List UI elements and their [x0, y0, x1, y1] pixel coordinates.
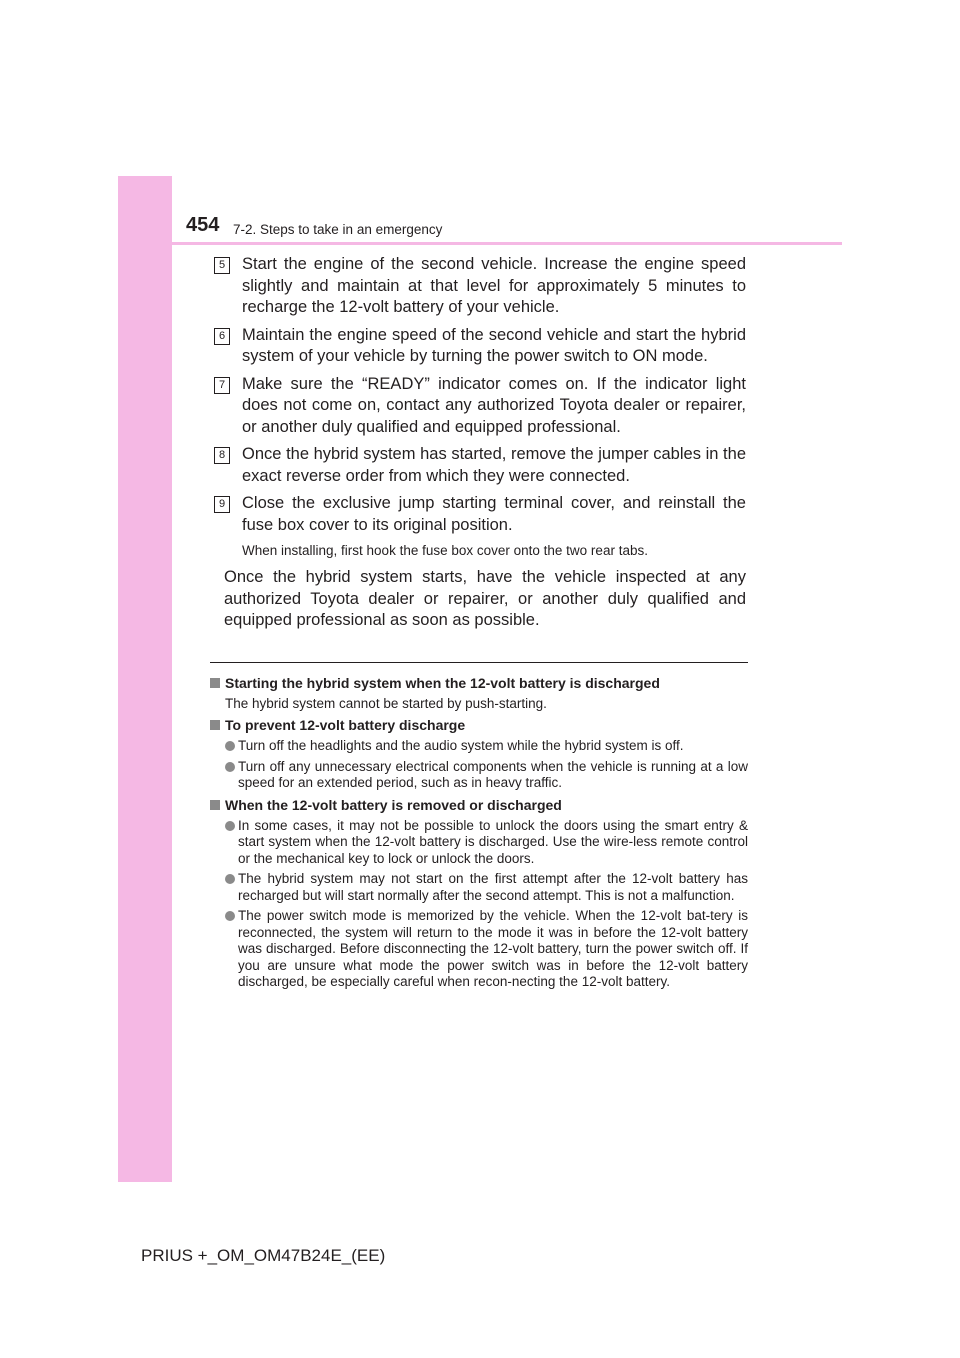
step-text: Close the exclusive jump starting terminal cover, and reinstall the fuse box cover to its original position. [242, 494, 746, 534]
section-divider [210, 662, 748, 663]
step-text: Start the engine of the second vehicle. Increase the engine speed slightly and maintain at that level for approximately 5 minutes to recharge the 12-volt battery of your vehicle. [242, 255, 746, 316]
step-number-badge: 5 [214, 257, 230, 274]
note-heading-text: Starting the hybrid system when the 12-volt battery is discharged [225, 675, 660, 691]
note-heading-text: When the 12-volt battery is removed or discharged [225, 796, 562, 813]
note-bullet [210, 759, 748, 792]
section-title: 7-2. Steps to take in an emergency [233, 222, 443, 237]
step-number-badge: 7 [214, 377, 230, 394]
step-text: Once the hybrid system has started, remove the jumper cables in the exact reverse order from which they were connected. [242, 445, 746, 485]
circle-bullet-icon [225, 911, 235, 921]
step-number-badge: 8 [214, 447, 230, 464]
footer-document-code: PRIUS +_OM_OM47B24E_(EE) [141, 1246, 386, 1265]
step-5 [214, 254, 746, 319]
step-7 [214, 374, 746, 439]
circle-bullet-icon [225, 821, 235, 831]
step-9-note: When installing, first hook the fuse box cover onto the two rear tabs. [242, 543, 648, 558]
note-bullet [210, 738, 748, 755]
closing-paragraph: Once the hybrid system starts, have the vehicle inspected at any authorized Toyota dealer or repairer, or another duly qualified and equipped professional as soon as possible. [224, 568, 746, 629]
step-8 [214, 444, 746, 487]
note-heading [210, 796, 748, 814]
circle-bullet-icon [225, 874, 235, 884]
bullet-text: Turn off the headlights and the audio system while the hybrid system is off. [238, 738, 684, 753]
bullet-text: Turn off any unnecessary electrical components when the vehicle is running at a low speed for an extended period, such as in heavy traffic. [238, 758, 748, 790]
step-number-badge: 9 [214, 496, 230, 513]
note-text: The hybrid system cannot be started by push-starting. [225, 696, 547, 711]
note-bullet [210, 871, 748, 904]
note-bullet [210, 818, 748, 868]
note-heading-text: To prevent 12-volt battery discharge [225, 717, 466, 733]
step-number-badge: 6 [214, 328, 230, 345]
circle-bullet-icon [225, 741, 235, 751]
page-number: 454 [186, 214, 220, 236]
bullet-text: The hybrid system may not start on the first attempt after the 12-volt battery has recharged but will start normally after the second attempt. This is not a malfunction. [238, 871, 748, 903]
notes-section [210, 670, 748, 991]
note-heading [210, 674, 748, 692]
note-heading [210, 716, 748, 734]
square-bullet-icon [210, 678, 220, 688]
step-text: Make sure the “READY” indicator comes on. If the indicator light does not come on, contact any authorized Toyota dealer or repairer, or another duly qualified and equipped professional. [242, 374, 746, 436]
step-9 [214, 493, 746, 536]
circle-bullet-icon [225, 762, 235, 772]
note-bullet [210, 908, 748, 991]
main-content [214, 254, 746, 632]
side-color-band [118, 176, 172, 1182]
bullet-text: In some cases, it may not be possible to unlock the doors using the smart entry & start system when the 12-volt battery is discharged. Use the wire-less remote control or the mechanical key to lock or unlock the doors. [238, 817, 748, 866]
square-bullet-icon [210, 720, 220, 730]
step-6 [214, 325, 746, 368]
step-text: Maintain the engine speed of the second vehicle and start the hybrid system of your vehicle by turning the power switch to ON mode. [242, 325, 746, 365]
header-rule [172, 242, 842, 245]
square-bullet-icon [210, 800, 220, 810]
bullet-text: The power switch mode is memorized by the vehicle. When the 12-volt bat-tery is reconnected, the system will return to the mode it was in before the 12-volt battery was discharged. Before disconnecting the 12-volt battery, turn the power switch off. If you are unsure what mode the power switch was in before the 12-volt battery discharged, be especially careful when recon-necting the 12-volt battery. [238, 908, 748, 989]
